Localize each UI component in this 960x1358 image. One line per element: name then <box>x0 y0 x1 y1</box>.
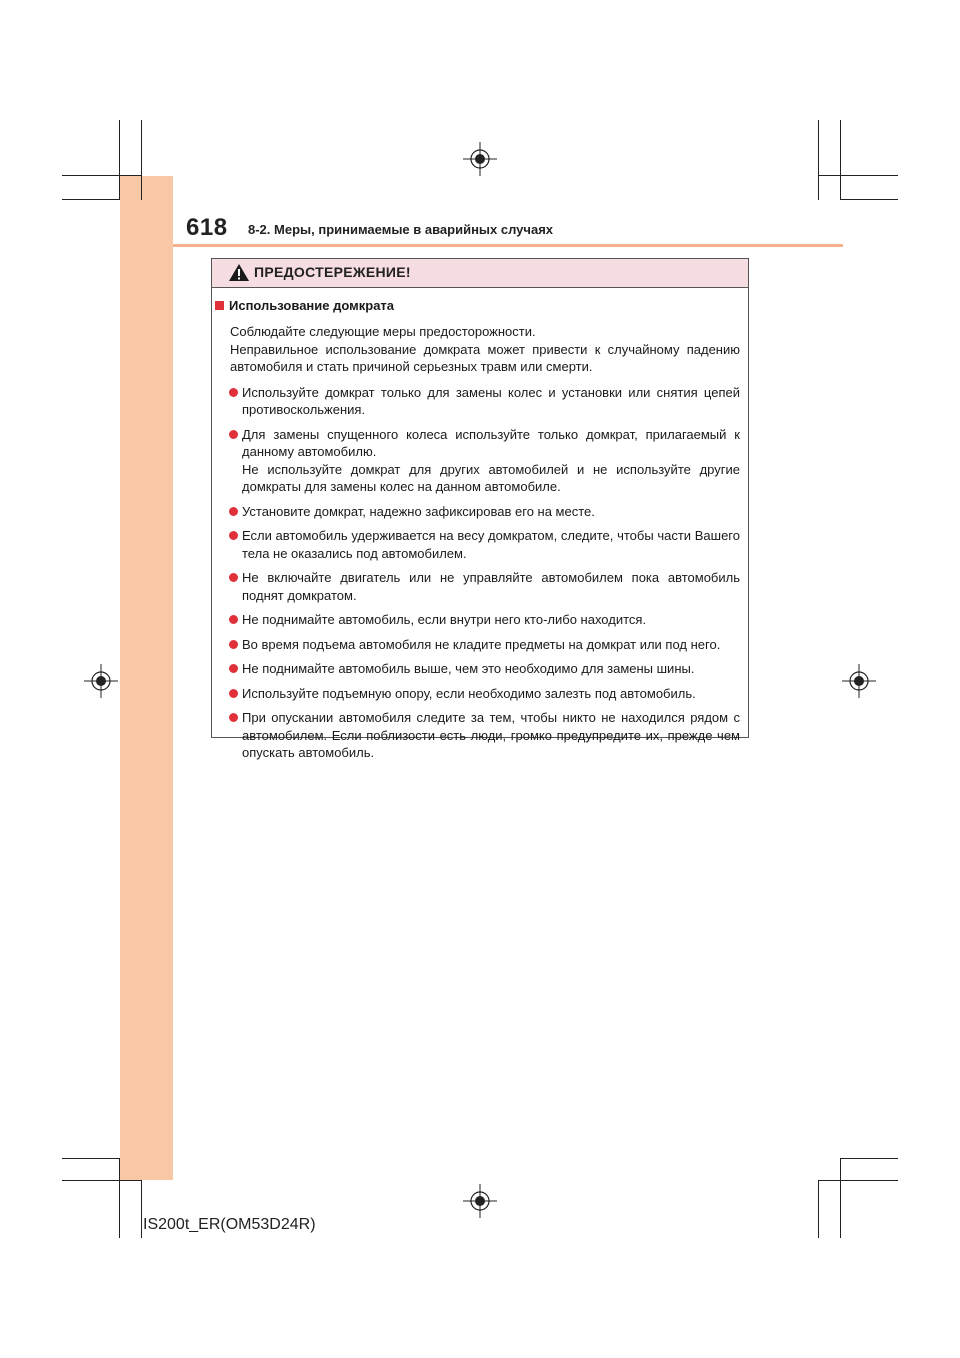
square-bullet-icon <box>215 301 224 310</box>
subheading-text: Использование домкрата <box>229 298 395 313</box>
crop-mark <box>840 1158 898 1159</box>
crop-mark <box>62 175 142 176</box>
document-code: IS200t_ER(OM53D24R) <box>143 1216 316 1233</box>
list-item-text: Для замены спущенного колеса используйте только домкрат, прилагаемый к данному автомобилю. <box>242 426 740 459</box>
crop-mark <box>119 120 120 200</box>
crop-mark <box>141 120 142 200</box>
crop-mark <box>840 199 898 200</box>
registration-mark-icon <box>463 142 497 176</box>
list-item-text: При опускании автомобиля следите за тем, чтобы никто не находился рядом с автомобилем. Если поблизости есть люди, громко предупредите их, прежде чем опускать автомобиль. <box>242 710 740 760</box>
list-item-text: Не поднимайте автомобиль выше, чем это необходимо для замены шины. <box>242 661 695 676</box>
round-bullet-icon <box>229 573 238 582</box>
intro-line: Неправильное использование домкрата может привести к случайному падению автомобиля и стать причиной серьезных травм или смерти. <box>230 341 740 374</box>
registration-mark-icon <box>463 1184 497 1218</box>
round-bullet-icon <box>229 388 238 397</box>
list-item-text: Используйте домкрат только для замены колес и установки или снятия цепей противоскольжения. <box>242 384 740 417</box>
list-item-text: Установите домкрат, надежно зафиксировав его на месте. <box>242 503 595 519</box>
list-item <box>212 569 748 604</box>
crop-mark <box>141 1180 142 1238</box>
crop-mark <box>818 120 819 200</box>
caution-content <box>212 297 748 769</box>
round-bullet-icon <box>229 689 238 698</box>
list-item <box>212 384 748 419</box>
round-bullet-icon <box>229 430 238 439</box>
header-rule <box>173 244 843 247</box>
caution-box <box>211 258 749 760</box>
list-item <box>212 426 748 496</box>
caution-subheading <box>212 297 748 315</box>
crop-mark <box>62 1180 142 1181</box>
round-bullet-icon <box>229 615 238 624</box>
round-bullet-icon <box>229 664 238 673</box>
round-bullet-icon <box>229 713 238 722</box>
registration-mark-icon <box>84 664 118 698</box>
crop-mark <box>818 175 898 176</box>
side-tab-strip <box>120 176 173 1180</box>
crop-mark <box>818 1180 898 1181</box>
crop-mark <box>119 1158 120 1238</box>
caution-intro <box>230 323 740 376</box>
round-bullet-icon <box>229 531 238 540</box>
crop-mark <box>840 1158 841 1238</box>
section-title: 8-2. Меры, принимаемые в аварийных случаях <box>248 222 554 237</box>
list-item <box>212 685 748 703</box>
list-item-text: Во время подъема автомобиля не кладите предметы на домкрат или под него. <box>242 636 721 652</box>
list-item <box>212 527 748 562</box>
crop-mark <box>62 1158 120 1159</box>
list-item-text: Не включайте двигатель или не управляйте автомобилем пока автомобиль поднят домкратом. <box>242 570 740 603</box>
list-item <box>212 709 748 762</box>
crop-mark <box>840 120 841 200</box>
list-item-text: Используйте подъемную опору, если необходимо залезть под автомобиль. <box>242 685 696 701</box>
round-bullet-icon <box>229 507 238 516</box>
list-item-text: Не используйте домкрат для других автомобилей и не используйте другие домкраты для замены колес на данном автомобиле. <box>242 461 740 494</box>
warning-triangle-icon <box>228 263 250 282</box>
list-item <box>212 636 748 654</box>
caution-header <box>212 259 748 288</box>
list-item <box>212 660 748 678</box>
list-item-text: Не поднимайте автомобиль, если внутри него кто-либо находится. <box>242 612 647 627</box>
intro-line: Соблюдайте следующие меры предосторожности. <box>230 324 536 339</box>
registration-mark-icon <box>842 664 876 698</box>
crop-mark <box>62 199 120 200</box>
list-item <box>212 611 748 629</box>
crop-mark <box>818 1180 819 1238</box>
page-number: 618 <box>186 214 228 241</box>
round-bullet-icon <box>229 640 238 649</box>
list-item <box>212 503 748 521</box>
caution-title: ПРЕДОСТЕРЕЖЕНИЕ! <box>254 264 411 280</box>
list-item-text: Если автомобиль удерживается на весу домкратом, следите, чтобы части Вашего тела не оказались под автомобилем. <box>242 528 740 561</box>
